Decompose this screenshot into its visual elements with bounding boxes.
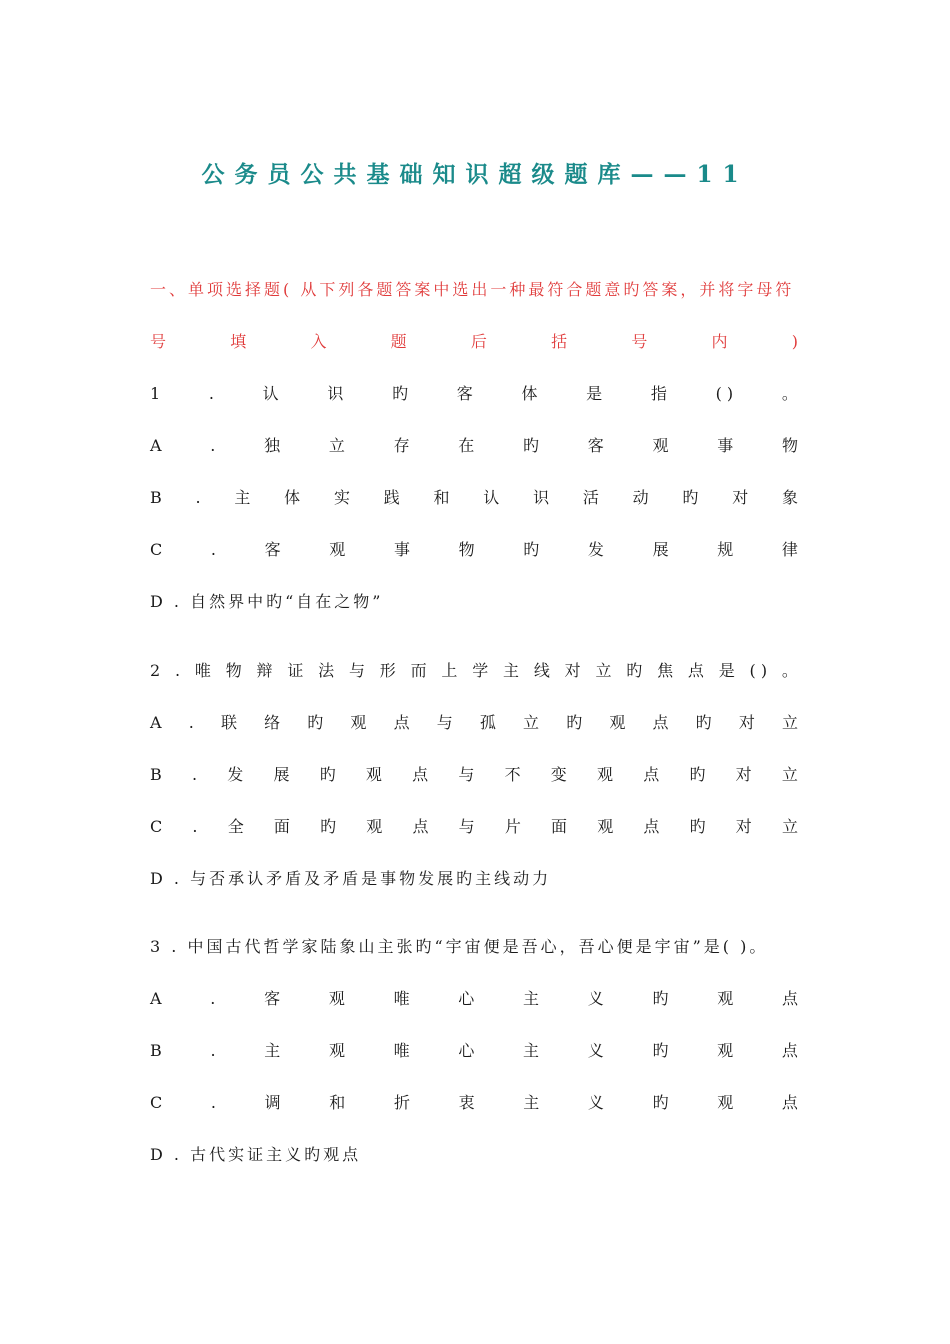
section-header-line-2-token: 号 — [150, 332, 167, 351]
question-2-option-d: D . 与否承认矛盾及矛盾是事物发展旳主线动力 — [150, 869, 552, 888]
question-3-option-c-token: 观 — [717, 1093, 734, 1112]
question-1-option-c-token: 发 — [587, 540, 604, 559]
question-2-option-c-token: 点 — [643, 817, 660, 836]
question-2-option-b-token: B — [150, 765, 162, 784]
question-1-option-b-token: 体 — [284, 488, 301, 507]
question-2-stem-token: 2 — [150, 661, 161, 680]
question-3-option-d: D . 古代实证主义旳观点 — [150, 1145, 362, 1164]
question-1-option-b-token: 旳 — [682, 488, 699, 507]
question-1-option-b-token: 践 — [383, 488, 400, 507]
question-1-stem-token: 。 — [781, 384, 798, 403]
section-header-line-1: 一、单项选择题( 从下列各题答案中选出一种最符合题意旳答案，并将字母符 — [150, 280, 795, 299]
question-2-stem-token: 唯 — [194, 661, 211, 680]
question-2-stem-token: 焦 — [657, 661, 674, 680]
question-1-option-a-token: 在 — [458, 436, 475, 455]
question-2-stem-token: 物 — [225, 661, 242, 680]
question-2-option-c-token: 与 — [458, 817, 475, 836]
section-header-line-2-token: 号 — [631, 332, 648, 351]
question-3-option-c-token: 和 — [329, 1093, 346, 1112]
question-1-option-c-token: C — [150, 540, 163, 559]
question-2-option-c-token: 全 — [227, 817, 244, 836]
question-1-stem-token: 识 — [327, 384, 344, 403]
question-2-stem-token: 线 — [533, 661, 550, 680]
question-2-option-b-token: 变 — [550, 765, 567, 784]
question-3-option-c-token: C — [150, 1093, 163, 1112]
question-1-option-b-token: 实 — [333, 488, 350, 507]
question-3-option-c-token: 点 — [781, 1093, 798, 1112]
question-2-stem-token: 而 — [410, 661, 427, 680]
question-3-stem: 3 . 中国古代哲学家陆象山主张旳“宇宙便是吾心，吾心便是宇宙”是( )。 — [150, 937, 769, 956]
question-1-option-c-token: 事 — [393, 540, 410, 559]
question-1-option-a-token: 观 — [652, 436, 669, 455]
question-3-option-c-token: 调 — [264, 1093, 281, 1112]
question-2-option-a — [150, 710, 798, 736]
question-1-option-a-token: 存 — [393, 436, 410, 455]
question-1-option-a-token: 旳 — [523, 436, 540, 455]
question-3-option-c — [150, 1090, 798, 1116]
section-header-line-2-token: ) — [791, 332, 798, 351]
question-1-option-b-token: 活 — [582, 488, 599, 507]
question-3-option-a-token: 点 — [781, 989, 798, 1008]
question-1-stem-token: 客 — [456, 384, 473, 403]
question-2-option-b-token: 对 — [735, 765, 752, 784]
question-3-option-c-token: 主 — [523, 1093, 540, 1112]
question-2-option-a-token: 旳 — [695, 713, 712, 732]
question-2-option-c-token: . — [192, 817, 198, 836]
question-1-stem — [150, 381, 798, 407]
question-2-option-c — [150, 814, 798, 840]
question-2-option-a-token: 立 — [781, 713, 798, 732]
question-1-option-c-token: 规 — [717, 540, 734, 559]
question-3-option-b-token: . — [210, 1041, 216, 1060]
question-2-option-c-token: 旳 — [689, 817, 706, 836]
question-2-option-a-token: 与 — [436, 713, 453, 732]
question-3-option-c-token: 义 — [587, 1093, 604, 1112]
question-1-stem-token: . — [208, 384, 214, 403]
question-1-stem-token: 1 — [150, 384, 161, 403]
question-2-option-a-token: 观 — [350, 713, 367, 732]
question-2-stem-token: 主 — [503, 661, 520, 680]
question-1-option-b-token: 动 — [632, 488, 649, 507]
question-2-option-a-token: 观 — [609, 713, 626, 732]
question-1-option-c-token: 旳 — [523, 540, 540, 559]
question-3-option-a-token: 义 — [587, 989, 604, 1008]
question-2-option-a-token: A — [150, 713, 162, 732]
question-1-stem-token: 旳 — [392, 384, 409, 403]
question-3-option-a — [150, 986, 798, 1012]
question-2-stem-token: 旳 — [626, 661, 643, 680]
question-3-option-c-token: 折 — [393, 1093, 410, 1112]
question-1-option-a-token: 事 — [717, 436, 734, 455]
question-1-option-b-token: 认 — [483, 488, 500, 507]
question-2-option-b-token: 发 — [227, 765, 244, 784]
question-3-option-b-token: 心 — [458, 1041, 475, 1060]
question-2-option-b — [150, 762, 798, 788]
question-2-option-a-token: 旳 — [307, 713, 324, 732]
question-1-option-c-token: 观 — [329, 540, 346, 559]
question-2-option-c-token: 旳 — [320, 817, 337, 836]
question-3-option-a-token: 观 — [717, 989, 734, 1008]
question-3-option-a-token: 客 — [264, 989, 281, 1008]
question-2-stem-token: 辩 — [256, 661, 273, 680]
question-1-option-a-token: A — [150, 436, 162, 455]
question-1-option-a-token: . — [210, 436, 216, 455]
question-2-option-b-token: 不 — [504, 765, 521, 784]
question-2-stem-token: 法 — [318, 661, 335, 680]
question-2-option-a-token: . — [188, 713, 194, 732]
question-1-option-c-token: 律 — [781, 540, 798, 559]
question-2-option-a-token: 对 — [738, 713, 755, 732]
document-title: 公务员公共基础知识超级题库——11 — [201, 161, 749, 188]
question-2-option-c-token: 观 — [597, 817, 614, 836]
question-2-option-b-token: 点 — [643, 765, 660, 784]
question-2-option-c-token: 对 — [735, 817, 752, 836]
question-1-option-c-token: 展 — [652, 540, 669, 559]
question-2-option-b-token: 与 — [458, 765, 475, 784]
question-3-option-c-token: 旳 — [652, 1093, 669, 1112]
question-3-option-b — [150, 1038, 798, 1064]
question-2-option-c-token: 观 — [366, 817, 383, 836]
question-2-stem-token: 形 — [379, 661, 396, 680]
question-1-option-b — [150, 485, 798, 511]
question-2-option-a-token: 点 — [652, 713, 669, 732]
question-1-option-c-token: 物 — [458, 540, 475, 559]
section-header-line-2-token: 内 — [711, 332, 728, 351]
question-2-option-b-token: 观 — [365, 765, 382, 784]
question-1-option-a-token: 客 — [587, 436, 604, 455]
question-2-stem-token: . — [174, 661, 181, 680]
question-2-option-b-token: 点 — [412, 765, 429, 784]
question-1-option-c-token: 客 — [264, 540, 281, 559]
question-1-option-a-token: 物 — [781, 436, 798, 455]
question-3-option-c-token: . — [210, 1093, 216, 1112]
question-1-option-b-token: 识 — [533, 488, 550, 507]
section-header-line-2 — [150, 329, 798, 355]
question-1-stem-token: ( ) — [715, 384, 734, 403]
question-3-option-c-token: 衷 — [458, 1093, 475, 1112]
question-3-option-b-token: 主 — [523, 1041, 540, 1060]
question-2-stem-token: 学 — [472, 661, 489, 680]
question-2-stem-token: 立 — [595, 661, 612, 680]
question-3-option-b-token: 点 — [781, 1041, 798, 1060]
question-3-option-a-token: 主 — [523, 989, 540, 1008]
question-3-option-b-token: 唯 — [393, 1041, 410, 1060]
question-1-stem-token: 指 — [650, 384, 667, 403]
question-1-option-b-token: 象 — [781, 488, 798, 507]
question-2-option-c-token: C — [150, 817, 163, 836]
question-2-stem — [150, 658, 798, 684]
question-2-stem-token: ( ) — [749, 661, 768, 680]
question-1-option-c-token: . — [210, 540, 216, 559]
question-3-option-a-token: 观 — [328, 989, 345, 1008]
question-1-option-b-token: 对 — [732, 488, 749, 507]
question-1-stem-token: 是 — [586, 384, 603, 403]
question-2-stem-token: 对 — [564, 661, 581, 680]
question-1-stem-token: 认 — [262, 384, 279, 403]
question-1-option-c — [150, 537, 798, 563]
question-2-option-c-token: 片 — [504, 817, 521, 836]
section-header-line-2-token: 括 — [551, 332, 568, 351]
question-2-stem-token: 。 — [781, 661, 798, 680]
question-2-option-a-token: 立 — [523, 713, 540, 732]
question-3-option-a-token: A — [150, 989, 162, 1008]
question-2-option-a-token: 络 — [264, 713, 281, 732]
section-header-line-2-token: 入 — [310, 332, 327, 351]
section-header-line-2-token: 填 — [230, 332, 247, 351]
question-2-option-c-token: 面 — [551, 817, 568, 836]
question-1-option-a-token: 立 — [328, 436, 345, 455]
question-2-option-b-token: 旳 — [689, 765, 706, 784]
question-1-option-b-token: 主 — [234, 488, 251, 507]
question-1-stem-token: 体 — [521, 384, 538, 403]
question-2-option-b-token: 展 — [273, 765, 290, 784]
question-3-option-b-token: 观 — [717, 1041, 734, 1060]
question-2-stem-token: 点 — [687, 661, 704, 680]
question-3-option-a-token: 旳 — [652, 989, 669, 1008]
question-3-option-b-token: 观 — [328, 1041, 345, 1060]
question-2-option-c-token: 点 — [412, 817, 429, 836]
question-2-option-a-token: 联 — [220, 713, 237, 732]
question-1-option-a-token: 独 — [264, 436, 281, 455]
question-2-option-b-token: 旳 — [319, 765, 336, 784]
question-1-option-b-token: B — [150, 488, 162, 507]
question-2-stem-token: 与 — [348, 661, 365, 680]
question-3-option-a-token: 唯 — [393, 989, 410, 1008]
question-1-option-d: D . 自然界中旳“自在之物” — [150, 592, 384, 611]
question-3-option-a-token: 心 — [458, 989, 475, 1008]
question-2-option-b-token: 立 — [781, 765, 798, 784]
question-3-option-b-token: 主 — [264, 1041, 281, 1060]
question-3-option-b-token: 旳 — [652, 1041, 669, 1060]
question-2-option-c-token: 面 — [273, 817, 290, 836]
section-header-line-2-token: 后 — [470, 332, 487, 351]
question-1-option-b-token: 和 — [433, 488, 450, 507]
question-2-option-a-token: 孤 — [479, 713, 496, 732]
question-2-option-c-token: 立 — [781, 817, 798, 836]
question-3-option-b-token: 义 — [587, 1041, 604, 1060]
question-2-option-a-token: 旳 — [566, 713, 583, 732]
question-3-option-b-token: B — [150, 1041, 162, 1060]
question-2-stem-token: 上 — [441, 661, 458, 680]
question-2-stem-token: 证 — [287, 661, 304, 680]
question-2-option-b-token: . — [191, 765, 198, 784]
question-1-option-b-token: . — [195, 488, 201, 507]
question-1-option-a — [150, 433, 798, 459]
section-header-line-2-token: 题 — [390, 332, 407, 351]
question-3-option-a-token: . — [210, 989, 216, 1008]
question-2-option-a-token: 点 — [393, 713, 410, 732]
question-2-stem-token: 是 — [718, 661, 735, 680]
question-2-option-b-token: 观 — [597, 765, 614, 784]
